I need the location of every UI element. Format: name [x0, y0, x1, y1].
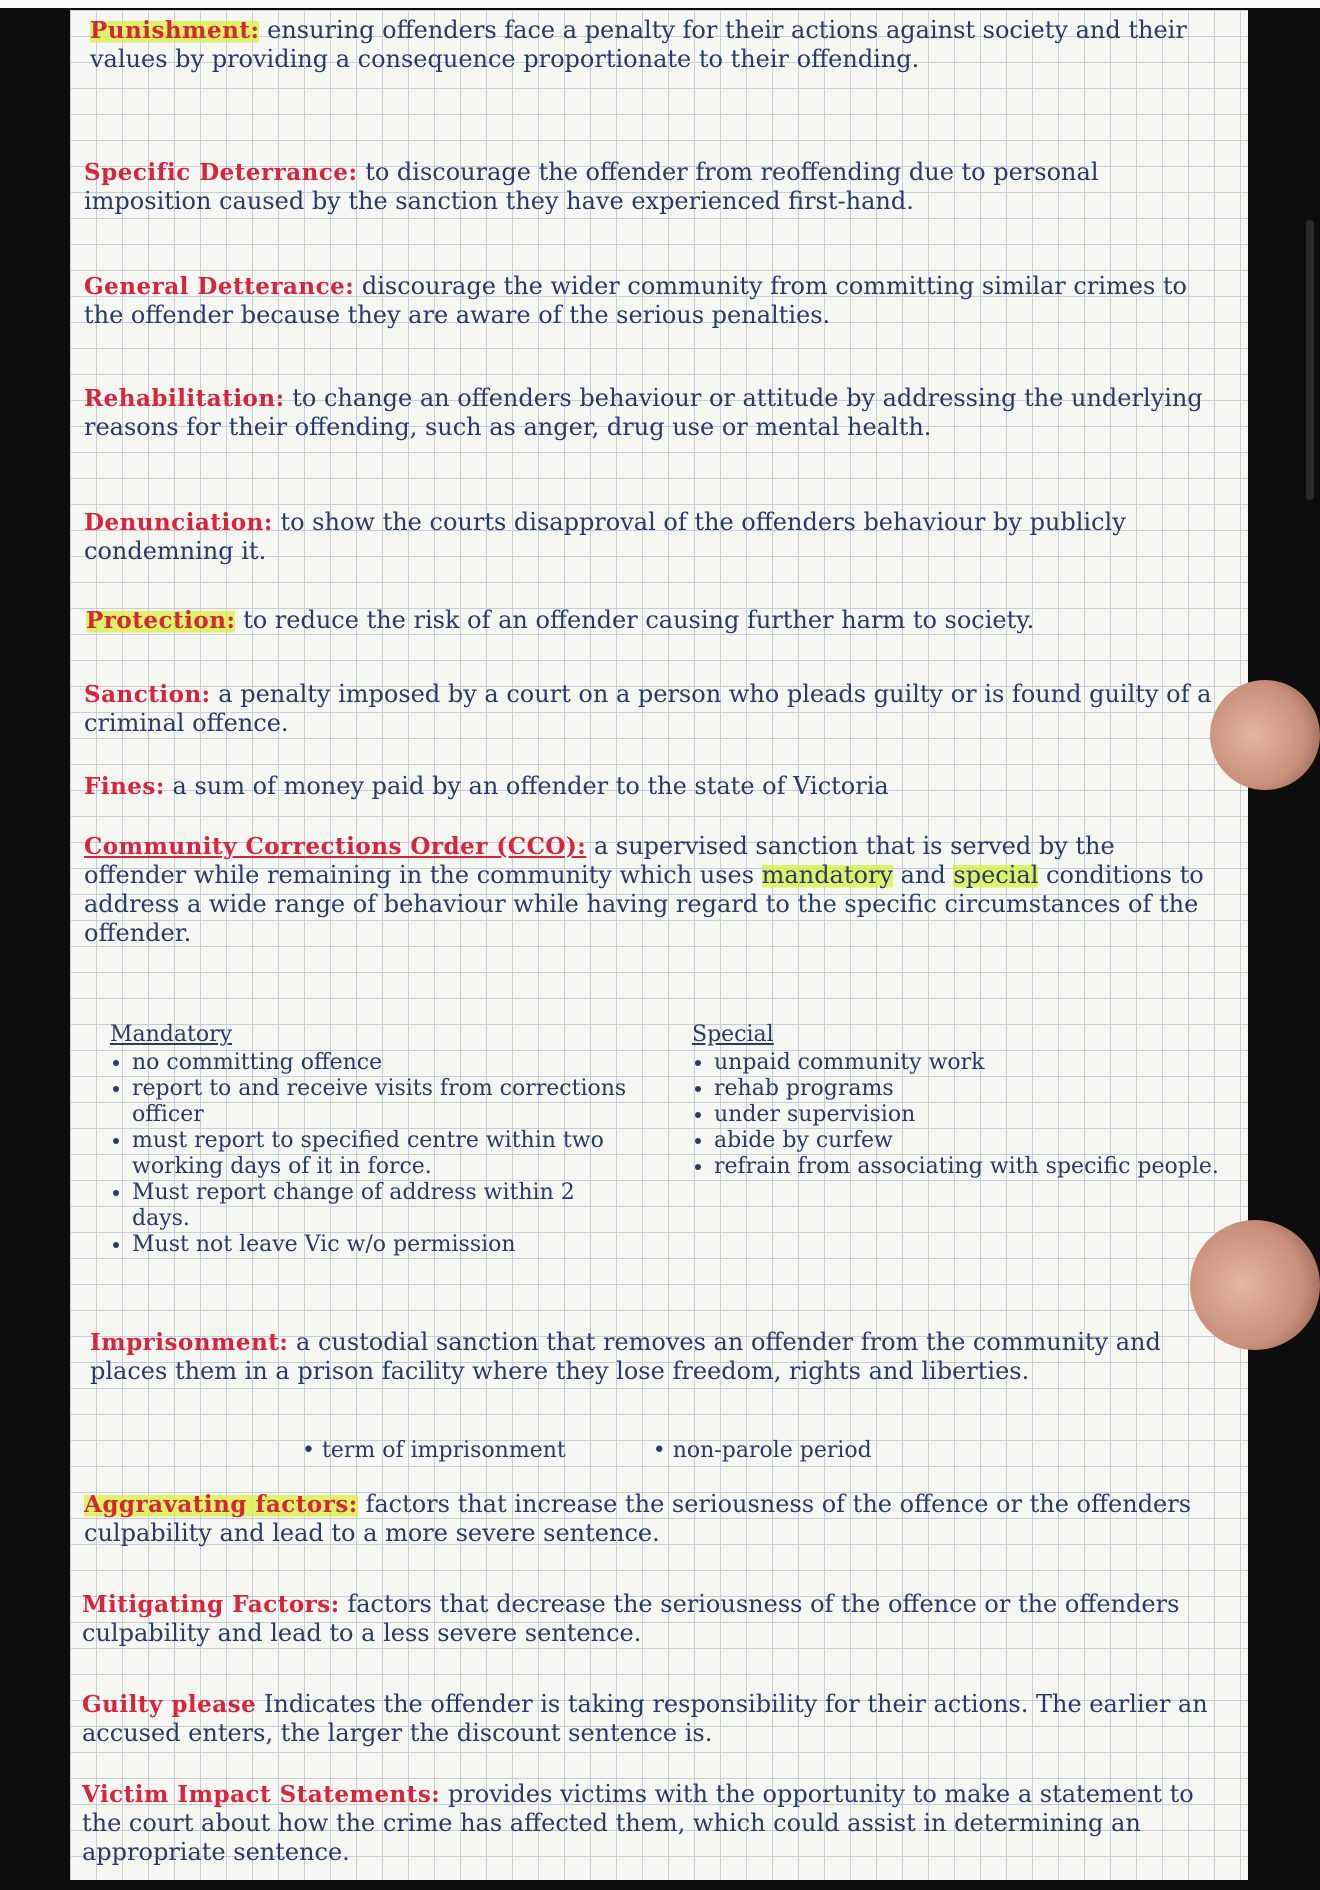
list-item: • abide by curfew — [714, 1128, 1232, 1154]
entry-rehabilitation — [84, 384, 1214, 442]
definition-aggravating: factors that increase the seriousness of the offence or the offenders culpability and lead to a more severe sentence. — [84, 1490, 1192, 1547]
special-conditions-column — [692, 1022, 1232, 1180]
entry-imprisonment — [90, 1328, 1210, 1386]
definition-imprisonment: a custodial sanction that removes an offender from the community and places them in a prison facility where they lose freedom, rights and liberties. — [90, 1328, 1161, 1385]
list-item: • refrain from associating with specific people. — [714, 1154, 1232, 1180]
list-item: • report to and receive visits from corrections officer — [132, 1076, 630, 1128]
list-item: • Must report change of address within 2 days. — [132, 1180, 630, 1232]
scrollbar-thumb[interactable] — [1306, 220, 1314, 500]
list-item: • unpaid community work — [714, 1050, 1232, 1076]
term-aggravating: Aggravating factors: — [84, 1491, 358, 1518]
definition-punishment: ensuring offenders face a penalty for their actions against society and their values by providing a consequence proportionate to their offending. — [90, 16, 1187, 73]
list-item: • no committing offence — [132, 1050, 630, 1076]
term-sanction: Sanction: — [84, 681, 211, 708]
notebook-page — [70, 10, 1248, 1880]
definition-cco-part2: conditions to address a wide range of behaviour while having regard to the specific circumstances of the offender. — [84, 861, 1204, 947]
entry-victim-impact — [82, 1780, 1232, 1867]
finger-shadow-top — [1210, 680, 1320, 790]
entry-sanction — [84, 680, 1214, 738]
term-cco: Community Corrections Order (CCO): — [84, 833, 587, 860]
definition-mitigating: factors that decrease the seriousness of the offence or the offenders culpability and lead to a less severe sentence. — [82, 1590, 1180, 1647]
entry-general-deterrence — [84, 272, 1214, 330]
definition-victim-impact: provides victims with the opportunity to make a statement to the court about how the crime has affected them, which could assist in determining an appropriate sentence. — [82, 1780, 1194, 1866]
word-and: and — [900, 861, 946, 889]
definition-general-deterrence: discourage the wider community from committing similar crimes to the offender because they are aware of the serious penalties. — [84, 272, 1187, 329]
entry-denunciation — [84, 508, 1214, 566]
term-specific-deterrence: Specific Deterrance: — [84, 159, 358, 186]
definition-specific-deterrence: to discourage the offender from reoffending due to personal imposition caused by the sanction they have experienced first-hand. — [84, 158, 1099, 215]
imprisonment-bullets — [302, 1438, 1162, 1464]
entry-cco — [84, 832, 1214, 948]
highlight-mandatory: mandatory — [761, 861, 893, 889]
list-item: • must report to specified centre within two working days of it in force. — [132, 1128, 630, 1180]
term-victim-impact: Victim Impact Statements: — [82, 1781, 441, 1808]
bullet-item: • non-parole period — [652, 1438, 872, 1463]
entry-specific-deterrence — [84, 158, 1214, 216]
definition-denunciation: to show the courts disapproval of the offenders behaviour by publicly condemning it. — [84, 508, 1126, 565]
term-mitigating: Mitigating Factors: — [82, 1591, 340, 1618]
term-imprisonment: Imprisonment: — [90, 1329, 289, 1356]
mandatory-conditions-list — [110, 1050, 630, 1258]
entry-punishment — [90, 16, 1210, 74]
term-general-deterrence: General Detterance: — [84, 273, 355, 300]
definition-protection: to reduce the risk of an offender causing further harm to society. — [243, 606, 1035, 634]
entry-guilty-plea — [82, 1690, 1212, 1748]
term-guilty-plea: Guilty please — [82, 1691, 257, 1718]
term-rehabilitation: Rehabilitation: — [84, 385, 285, 412]
term-fines: Fines: — [84, 773, 165, 800]
list-item: • Must not leave Vic w/o permission — [132, 1232, 630, 1258]
list-item: • rehab programs — [714, 1076, 1232, 1102]
special-conditions-list — [692, 1050, 1232, 1180]
finger-shadow-bottom — [1190, 1220, 1320, 1350]
definition-guilty-plea: Indicates the offender is taking responsibility for their actions. The earlier an accused enters, the larger the discount sentence is. — [82, 1690, 1208, 1747]
definition-cco-part1: a supervised sanction that is served by the offender while remaining in the community which uses — [84, 832, 1115, 889]
term-punishment: Punishment: — [90, 17, 260, 44]
definition-fines: a sum of money paid by an offender to the state of Victoria — [172, 772, 889, 800]
entry-fines — [84, 772, 1214, 801]
entry-aggravating — [84, 1490, 1214, 1548]
top-edge — [0, 0, 1320, 8]
entry-mitigating — [82, 1590, 1212, 1648]
definition-sanction: a penalty imposed by a court on a person who pleads guilty or is found guilty of a criminal offence. — [84, 680, 1212, 737]
special-conditions-title: Special — [692, 1022, 774, 1047]
entry-protection — [86, 606, 1216, 635]
list-item: • under supervision — [714, 1102, 1232, 1128]
mandatory-conditions-column — [110, 1022, 630, 1258]
bullet-item: • term of imprisonment — [302, 1438, 566, 1463]
term-protection: Protection: — [86, 607, 236, 634]
definition-rehabilitation: to change an offenders behaviour or attitude by addressing the underlying reasons for their offending, such as anger, drug use or mental health. — [84, 384, 1203, 441]
mandatory-conditions-title: Mandatory — [110, 1022, 233, 1047]
highlight-special: special — [953, 861, 1039, 889]
term-denunciation: Denunciation: — [84, 509, 273, 536]
